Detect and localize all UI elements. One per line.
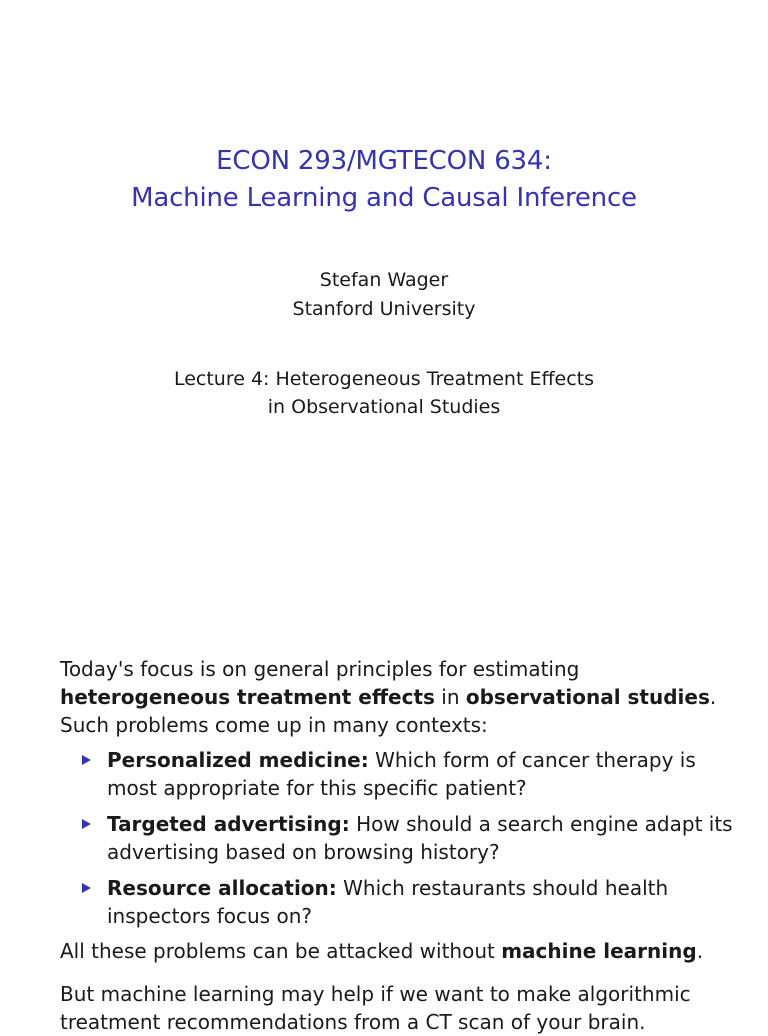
intro-connector: in bbox=[434, 685, 466, 709]
conclusion-bold: machine learning bbox=[501, 939, 697, 963]
bullet-text: Which restaurants should health inspectors focus on? bbox=[107, 876, 669, 928]
bullet-text: Which form of cancer therapy is most appropriate for this specific patient? bbox=[107, 748, 696, 800]
list-item bbox=[60, 746, 740, 802]
bullet-term: Personalized medicine: bbox=[107, 748, 369, 772]
list-item bbox=[60, 874, 740, 930]
bullet-text: How should a search engine adapt its advertising based on browsing history? bbox=[107, 812, 733, 864]
triangle-bullet-icon bbox=[82, 819, 91, 829]
conclusion-paragraph bbox=[60, 937, 740, 965]
list-item bbox=[60, 810, 740, 866]
course-subtitle: Machine Learning and Causal Inference bbox=[131, 183, 637, 213]
bullet-term: Resource allocation: bbox=[107, 876, 337, 900]
bullet-list bbox=[60, 746, 740, 938]
intro-period: . bbox=[709, 685, 717, 709]
lecture-subtitle: in Observational Studies bbox=[267, 396, 501, 418]
content-slide bbox=[0, 600, 768, 1034]
lecture-title: Lecture 4: Heterogeneous Treatment Effects bbox=[173, 368, 595, 390]
conclusion-period: . bbox=[696, 939, 704, 963]
bullet-term: Targeted advertising: bbox=[107, 812, 350, 836]
intro-bold-hte: heterogeneous treatment effects bbox=[60, 685, 435, 709]
triangle-bullet-icon bbox=[82, 883, 91, 893]
final-paragraph: But machine learning may help if we want to make algorithmic treatment recommendations from a CT scan of your brain. bbox=[60, 982, 691, 1034]
intro-contexts: Such problems come up in many contexts: bbox=[60, 713, 488, 737]
intro-bold-obs: observational studies bbox=[465, 685, 710, 709]
institution: Stanford University bbox=[292, 298, 476, 320]
triangle-bullet-icon bbox=[82, 755, 91, 765]
conclusion-text: All these problems can be attacked without bbox=[60, 939, 502, 963]
author-name: Stefan Wager bbox=[319, 269, 449, 291]
course-title: ECON 293/MGTECON 634: bbox=[216, 146, 552, 176]
intro-paragraph bbox=[60, 655, 740, 739]
intro-line: Today's focus is on general principles for estimating bbox=[60, 657, 580, 681]
